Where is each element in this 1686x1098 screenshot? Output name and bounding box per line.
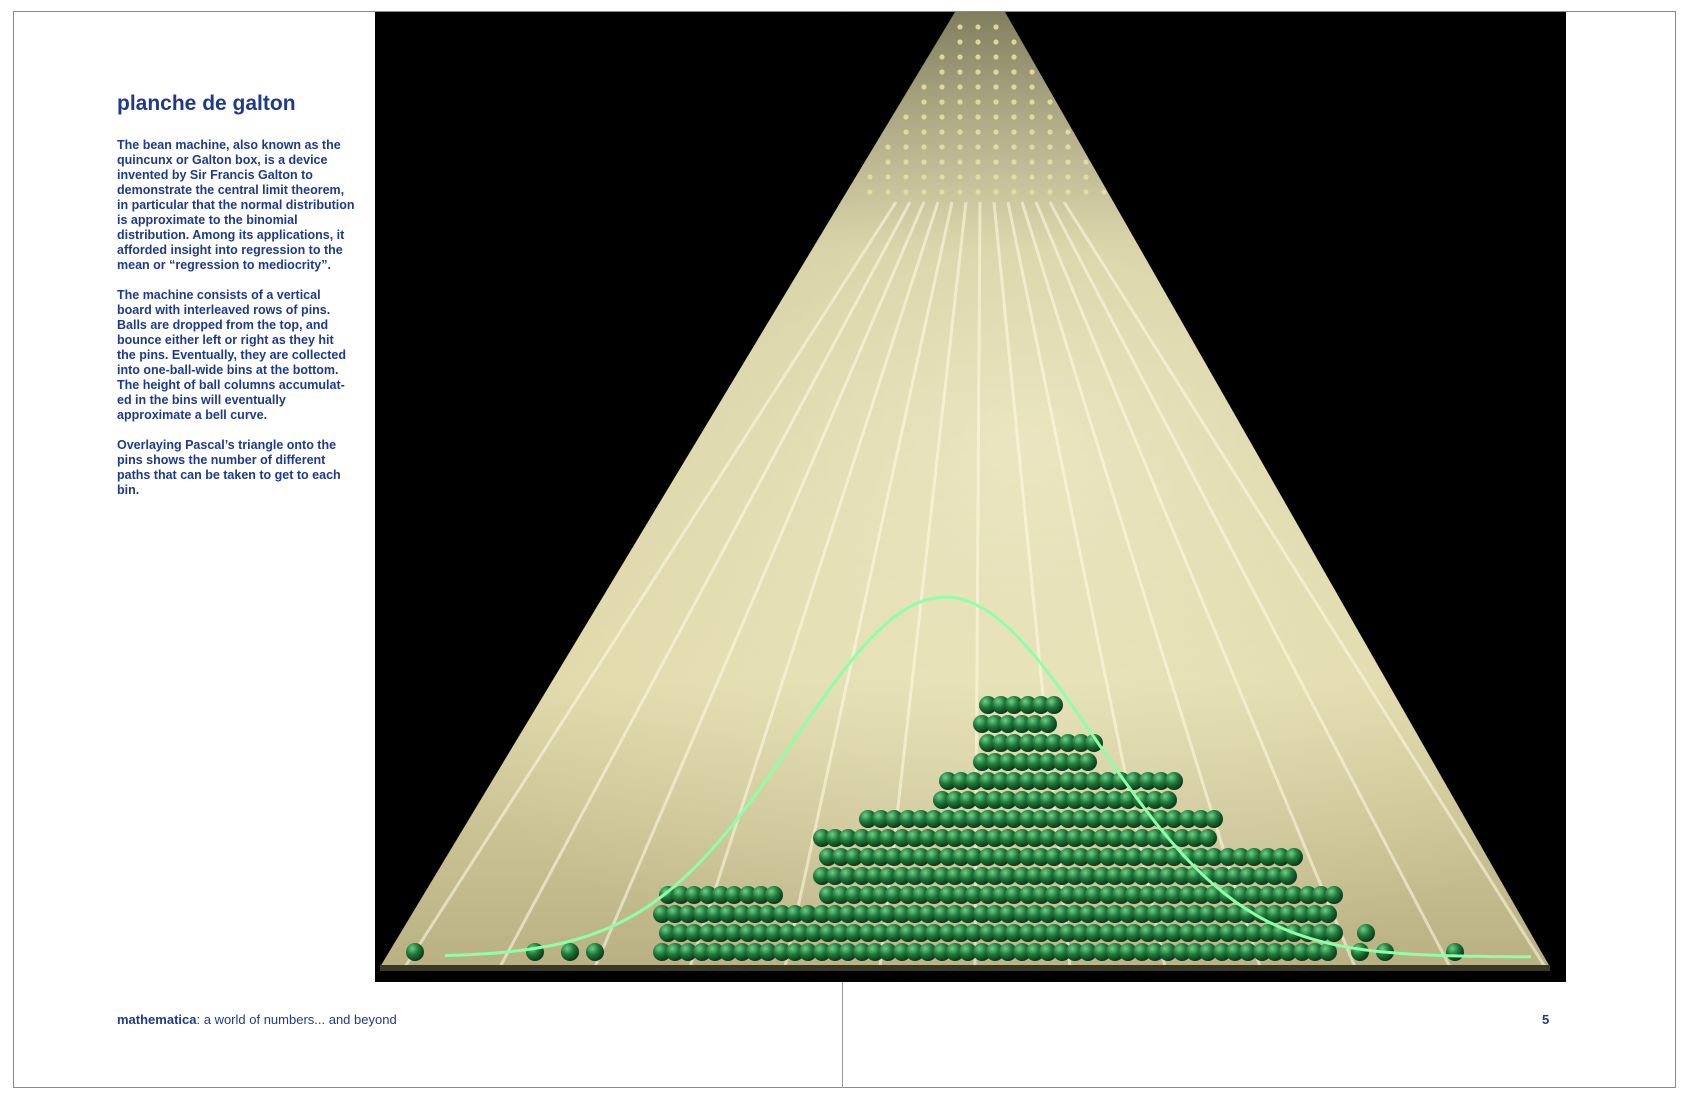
paragraph-1: The bean machine, also known as the quincunx or Galton box, is a device invented by Sir Francis Galton to demonstrate the central limit theorem, in particular that the normal distribution is approximate to the binomial distribution. Among its applications, it afforded insight into regression to the mean or “regression to mediocrity”. [117,138,355,272]
galton-board-illustration [375,12,1566,982]
paragraph-3: Overlaying Pascal’s triangle onto the pins shows the number of different paths that can be taken to get to each bin. [117,438,341,497]
publication-name: mathematica [117,1012,197,1027]
page-number: 5 [1542,1012,1550,1027]
article-body [117,138,355,513]
article-title: planche de galton [117,92,296,115]
publication-tagline: a world of numbers... and beyond [200,1012,397,1027]
footer-publication [117,1012,397,1027]
galton-board-photo [375,12,1566,982]
paragraph-2: The machine consists of a vertical board with interleaved rows of pins. Balls are dropped from the top, and bounce either left or right as they hit the pins. Eventually, they are collected into one-ball-wide bins at the bottom. The height of ball columns accumulat-ed in the bins will eventually approximate a bell curve. [117,288,347,422]
publication-colon: : [196,1012,201,1027]
